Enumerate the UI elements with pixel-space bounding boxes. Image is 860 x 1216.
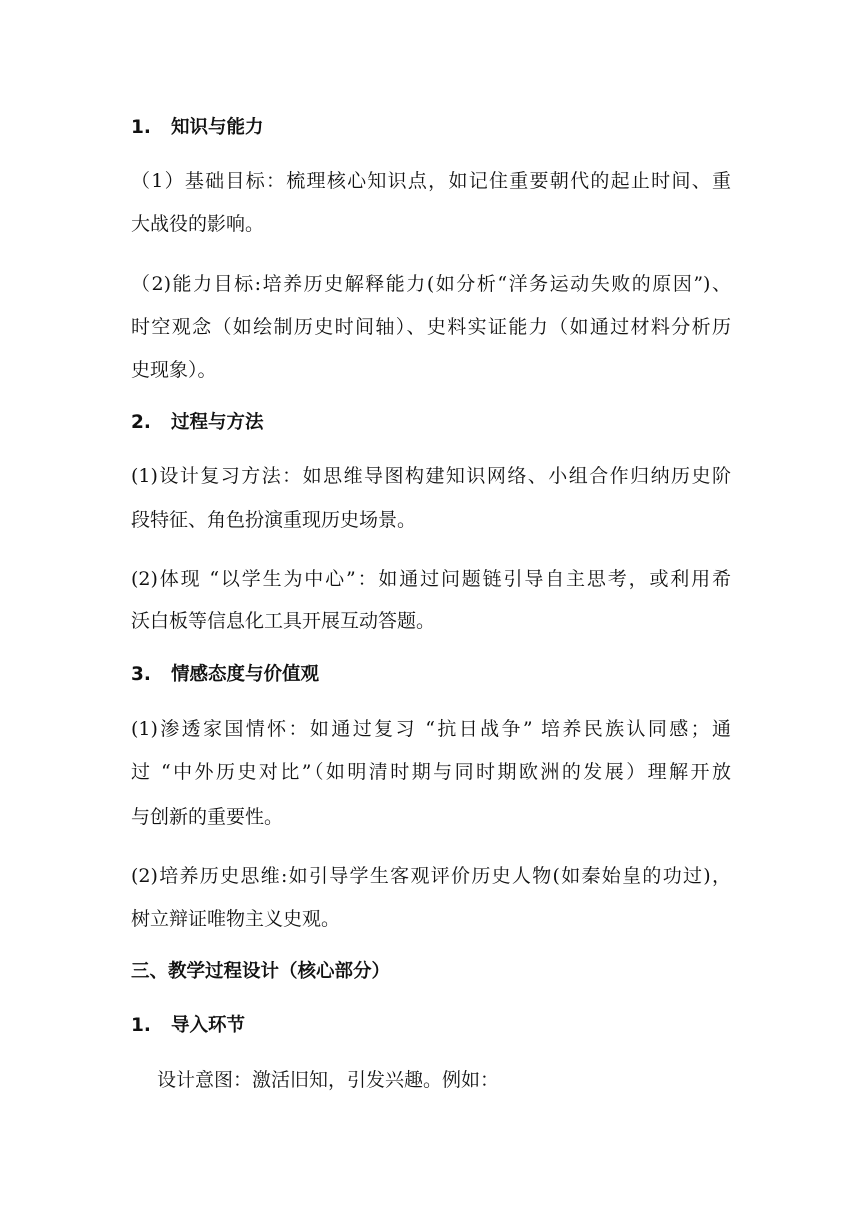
- heading-number: 1.: [131, 117, 151, 138]
- heading-text: 情感态度与价值观: [171, 664, 320, 685]
- heading-text: 导入环节: [171, 1015, 246, 1036]
- paragraph-line: 设计意图：激活旧知，引发兴趣。例如：: [157, 1069, 500, 1091]
- heading-lead-in: [131, 1014, 731, 1038]
- heading-knowledge-ability: [131, 116, 731, 140]
- paragraph-line: (1)渗透家国情怀：如通过复习 “抗日战争” 培养民族认同感；通: [131, 718, 731, 740]
- heading-text: 过程与方法: [171, 412, 264, 433]
- section-title: 三、教学过程设计（核心部分）: [131, 961, 391, 982]
- paragraph-line: （2)能力目标:培养历史解释能力(如分析“洋务运动失败的原因”)、: [131, 273, 731, 295]
- paragraph-line: (2)培养历史思维:如引导学生客观评价历史人物(如秦始皇的功过)，: [131, 865, 731, 887]
- heading-process-method: [131, 411, 731, 435]
- heading-number: 3.: [131, 664, 151, 685]
- paragraph-line: 树立辩证唯物主义史观。: [131, 908, 341, 930]
- paragraph-line: 与创新的重要性。: [131, 806, 284, 828]
- heading-emotion-values: [131, 663, 731, 687]
- heading-number: 2.: [131, 412, 151, 433]
- paragraph-line: 大战役的影响。: [131, 213, 265, 235]
- paragraph-line: (2)体现 “以学生为中心”：如通过问题链引导自主思考，或利用希: [131, 568, 731, 590]
- paragraph-line: （1）基础目标：梳理核心知识点，如记住重要朝代的起止时间、重: [131, 170, 731, 192]
- paragraph-line: (1)设计复习方法：如思维导图构建知识网络、小组合作归纳历史阶: [131, 465, 731, 487]
- paragraph-line: 过 “中外历史对比”（如明清时期与同时期欧洲的发展）理解开放: [131, 761, 731, 783]
- paragraph-line: 时空观念（如绘制历史时间轴）、史料实证能力（如通过材料分析历: [131, 316, 731, 338]
- heading-text: 知识与能力: [171, 117, 264, 138]
- paragraph-line: 段特征、角色扮演重现历史场景。: [131, 509, 417, 531]
- paragraph-line: 史现象）。: [131, 359, 217, 381]
- heading-number: 1.: [131, 1015, 151, 1036]
- paragraph-line: 沃白板等信息化工具开展互动答题。: [131, 610, 436, 632]
